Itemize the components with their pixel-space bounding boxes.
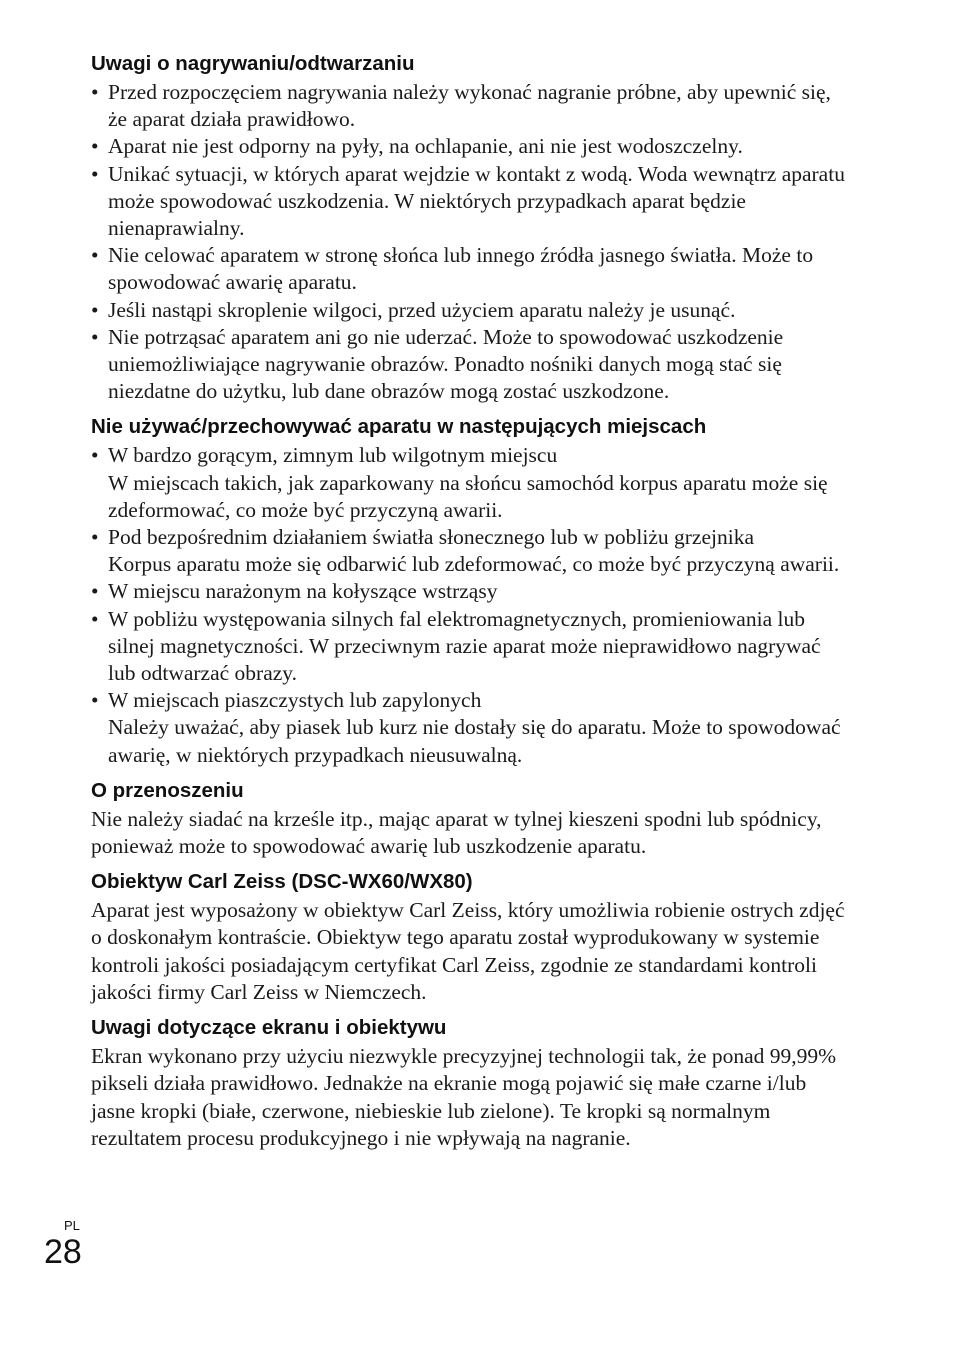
bullet-list <box>91 79 851 405</box>
list-item: • Nie celować aparatem w stronę słońca lub innego źródła jasnego światła. Może to spowodować awarię aparatu. <box>91 242 851 296</box>
section-carrying <box>91 777 851 860</box>
list-item: • Jeśli nastąpi skroplenie wilgoci, przed użyciem aparatu należy je usunąć. <box>91 297 851 324</box>
section-heading: Uwagi dotyczące ekranu i obiektywu <box>91 1016 447 1040</box>
list-item: • Nie potrząsać aparatem ani go nie uderzać. Może to spowodować uszkodzenie uniemożliwiające nagrywanie obrazów. Ponadto nośniki danych mogą stać się niezdatne do użytku, lub dane obrazów mogą zostać uszkodzone. <box>91 324 851 406</box>
section-heading: Uwagi o nagrywaniu/odtwarzaniu <box>91 52 415 75</box>
list-item-body: Należy uważać, aby piasek lub kurz nie dostały się do aparatu. Może to spowodować awarię, w niektórych przypadkach nieusuwalną. <box>108 715 841 767</box>
list-item <box>91 442 851 524</box>
section-heading: O przenoszeniu <box>91 778 244 802</box>
list-item-body: Korpus aparatu może się odbarwić lub zdeformować, co może być przyczyną awarii. <box>108 552 840 577</box>
page-language-label: PL <box>64 1218 80 1233</box>
list-item: • Aparat nie jest odporny na pyły, na ochlapanie, ani nie jest wodoszczelny. <box>91 133 851 160</box>
section-paragraph: Nie należy siadać na krześle itp., mając aparat w tylnej kieszeni spodni lub spódnicy, ponieważ może to spowodować awarię lub uszkodzenie aparatu. <box>91 806 822 859</box>
list-item-title: • W miejscu narażonym na kołyszące wstrząsy <box>108 579 498 604</box>
section-carl-zeiss-lens <box>91 868 851 1006</box>
list-item-title: • Pod bezpośrednim działaniem światła słonecznego lub w pobliżu grzejnika <box>108 525 755 550</box>
list-item: • Unikać sytuacji, w których aparat wejdzie w kontakt z wodą. Woda wewnątrz aparatu może spowodować uszkodzenia. W niektórych przypadkach aparat będzie nienaprawialny. <box>91 161 851 243</box>
list-item-title: • W miejscach piaszczystych lub zapylonych <box>108 688 482 713</box>
list-item <box>91 578 851 605</box>
list-item-title: • W bardzo gorącym, zimnym lub wilgotnym miejscu <box>108 443 558 468</box>
list-item-body: W miejscach takich, jak zaparkowany na słońcu samochód korpus aparatu może się zdeformować, co może być przyczyną awarii. <box>108 470 828 522</box>
bullet-list <box>91 442 851 768</box>
section-paragraph: Ekran wykonano przy użyciu niezwykle precyzyjnej technologii tak, że ponad 99,99% pikseli działa prawidłowo. Jednakże na ekranie mogą pojawić się małe czarne i/lub jasne kropki (białe, czerwone, niebieskie lub zielone). Te kropki są normalnym rezultatem procesu produkcyjnego i nie wpływają na nagranie. <box>91 1044 837 1150</box>
section-screen-lens-notes <box>91 1014 851 1152</box>
section-storage-places <box>91 413 851 768</box>
list-item <box>91 524 851 578</box>
document-body <box>91 50 851 1160</box>
page-number: 28 <box>44 1233 82 1271</box>
list-item-title: • W pobliżu występowania silnych fal elektromagnetycznych, promieniowania lub silnej magnetyczności. W przeciwnym razie aparat może nieprawidłowo nagrywać lub odtwarzać obrazy. <box>108 606 821 686</box>
list-item: • Przed rozpoczęciem nagrywania należy wykonać nagranie próbne, aby upewnić się, że aparat działa prawidłowo. <box>91 79 851 133</box>
list-item <box>91 687 851 769</box>
list-item <box>91 606 851 688</box>
section-heading: Obiektyw Carl Zeiss (DSC-WX60/WX80) <box>91 870 473 894</box>
section-heading: Nie używać/przechowywać aparatu w następujących miejscach <box>91 415 707 439</box>
section-paragraph: Aparat jest wyposażony w obiektyw Carl Zeiss, który umożliwia robienie ostrych zdjęć o doskonałym kontraście. Obiektyw tego aparatu został wyprodukowany w systemie kontroli jakości posiadającym certyfikat Carl Zeiss, zgodnie ze standardami kontroli jakości firmy Carl Zeiss w Niemczech. <box>91 898 845 1004</box>
section-recording-notes <box>91 50 851 405</box>
